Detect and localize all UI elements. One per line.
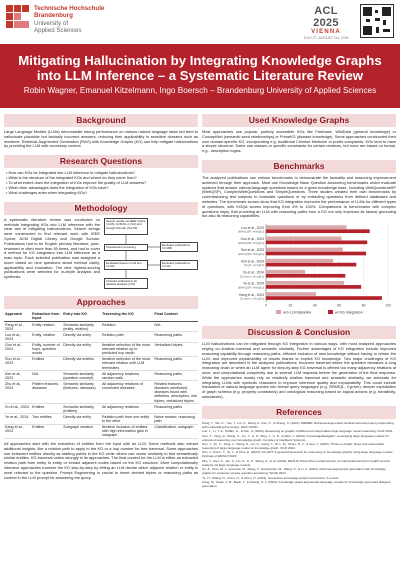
category-label: Guo et al., 2024 [240,237,264,242]
table-cell: Related features, diseases mentioned, diseases found with definition, description, info triples, verbalized triples [154,381,197,403]
table-cell: Zhu et al., 2024 [4,381,31,404]
conference-logo [300,5,352,39]
bar-kg [266,274,345,278]
references-list [202,422,396,489]
bar-kg [266,241,367,245]
table-row [4,404,198,414]
table-cell: Semantic similarity (entities) [62,404,101,414]
bar-baseline [266,292,316,296]
table-row [4,322,198,332]
poster-authors: Robin Wagner, Emanuel Kitzelmann, Ingo Boersch – Brandenburg University of Applied Sciences [23,86,377,95]
table-header-cell: Extraction from Input [31,312,62,322]
table-cell: Patient features, diseases [31,381,62,404]
category-label: Xu et al., 2024 [242,270,264,275]
research-question: • How can KGs be integrated into LLM inference to mitigate hallucinations? [6,171,198,176]
bar-baseline [266,270,305,274]
category-label: Sun et al., 2023 [240,248,264,253]
table-cell: Guo et al., 2024 [4,342,31,356]
table-cell: All adjacency relations, random walk [101,371,153,381]
bar-baseline [266,237,342,241]
table-cell: Reasoning paths [153,404,198,414]
category-label: Ye et al., 2024 [243,281,264,286]
category-label: [Custom, Acc@1] [240,274,264,279]
x-tick-label: 0 [265,303,267,308]
table-cell: Entity, relation [31,332,62,342]
table-cell: All adjacency relations [101,404,153,414]
table-cell: Entities [31,356,62,370]
bar-kg [266,296,382,300]
table-cell: Two entities [31,414,62,424]
table-cell: Verbalized triples [153,342,198,356]
poster-header [0,0,400,44]
poster-title-line2: into LLM Inference – a Systematic Literature Review [36,68,364,83]
left-column [4,108,198,480]
bar-baseline [266,248,343,252]
table-cell: Semantic similarity (features, diseases) [62,381,101,404]
flow-box-excluded: Excluded publications (n=108) [160,242,198,252]
conference-city: VIENNA [311,29,341,35]
table-row [4,414,198,424]
reference-item: Ye, H., Zhang, N., Chen, H., & Chen, H. (2024). Generative knowledge graph construction: A review. [202,475,339,480]
benchmarks-heading: Benchmarks [202,160,396,173]
flow-box-full-text: Evaluated based on full text (n=23) [104,260,148,270]
table-cell: Directly via entity [62,414,101,424]
reference-item: Sun, J., Xu, C., Tang, L., Wang, S., Lin, C., Gong, Y., Ni, L. M., Shum, H.-Y., & Guo, J. (2023). Think-on-Graph: Deep and responsible reasoning of large language model on knowledge graph. ICLR 2024. [202,442,385,450]
bar-kg [266,263,356,267]
category-label: [WebQSP, Hits@1] [237,252,264,257]
table-cell: Kang et al., 2024 [4,424,31,438]
category-label: Kim et al., 2024 [241,259,264,264]
references-heading: References [202,406,396,419]
table-cell: Directly via entity [62,332,101,342]
table-row [4,342,198,356]
category-label: Kang et al., 2024 [239,292,264,297]
table-header-cell: Approach [4,312,31,322]
table-cell: Entity relation [31,322,62,332]
table-cell: Relation [101,322,153,332]
reference-item: Kang, M., Kwak, J. M., Baek, J., & Hwang, S. J. (2024). Knowledge graph-augmented language models for knowledge-grounded dialogue generation. [202,480,391,489]
methodology-text: A systematic literature review was conducted on methods integrating KGs into LLM inference with the clear aim of mitigating hallucinations. Search strings were constructed to find relevant work with IEEE Xplore, ACM Digital Library and Google Scholar. Publications had to be English primary literature, peer-reviewed or cited more than 50 times, and had to cover a method for KG integration into LLM inference as a main topic. Each selected publication was assigned a score based on nine questions about method clarity, applicability and evaluation. The nine highest-scoring publications were selected for in-depth analysis and synthesis. [4,216,100,280]
table-cell: Xu et al., 2024 [4,404,31,414]
background-text: Large Language Models (LLMs) demonstrate strong performance on various natural language tasks but tend to hallucinate plausible but factually incorrect answers, reducing their applicability in sensitive domains such as medicine. Retrieval-Augmented Generation (RAG) with Knowledge Graphs (KG) can help mitigate hallucinations by providing the LLM with necessary context. [4,129,198,149]
reference-item: Guo, T., Yang, Q., Wang, C., Liu, Y., Li, P., Tang, J., Li, D., & Wen, Y. (2024). KnowledgeNavigator: Leveraging large language models for enhanced reasoning over knowledge graph. Complex & Intelligent Systems. [202,433,389,442]
table-cell: N/A [153,322,198,332]
qr-code-icon[interactable] [360,4,394,38]
table-cell: Relation path from one entity to the other [101,414,153,424]
table-cell: Reasoning paths [153,356,198,370]
table-header-cell: Final Context [153,312,198,322]
research-question: • What is the structure of the integrated KGs and where do they come from? [6,176,198,181]
table-cell: Reasoning paths [153,332,198,342]
table-cell: Semantic similarity (entity, relation) [62,322,101,332]
x-tick-label: 40 [312,303,317,308]
used-kgs-heading: Used Knowledge Graphs [202,114,396,127]
conference-name: ACL 2025 [313,5,339,29]
used-kgs-text: Most approaches use popular, publicly accessible KGs like Freebase, WikiData (general knowledge) or ConceptNet (semantic word relationships) or PrimeKG (disease knowledge). Some approaches constructed their own domain-specific KG, incorporating e.g. traditional Chinese Medicine or public complaints. KGs tend to have a simple structure. Some use classes or specific constraints for certain relations, but none are based on formal, e.g., description logics. [202,129,396,154]
table-cell: Entities [31,404,62,414]
table-header-cell: Traversing the KG [101,312,153,322]
bar-baseline [266,259,333,263]
x-tick-label: 20 [288,303,293,308]
reference-item: Pang, T., Tan, K., Yao, Y., Liu, X., Meng, F., Fan, C., & Zhang, X. (2024). REMED: Retrieval-augmented medical document query responding with embedding fine-tuning. 2024 IJCNN. [202,420,394,429]
category-label: Luo et al., 2023 [241,226,264,231]
table-cell: Iterative selection of the most relevant relation up to predicted hop depth [101,342,153,356]
table-row [4,356,198,370]
title-bar [0,44,400,108]
poster-title-line1: Mitigating Hallucination by Integrating Knowledge Graphs [18,53,382,68]
methodology-section [4,218,198,290]
benchmarks-text: The analyzed publications use various benchmarks to demonstrate the factuality and reasoning improvement achieved through their approach. Most use Knowledge Base Question Answering benchmarks which evaluate systems that answer natural-language questions based on a given knowledge base, including WebQuestionsSP (WebQSP), ComplexWebQuestions and SimpleQuestions. Three studies created their own benchmarks by commissioning test subjects to formulate questions or by extracting questions from defined databases and websites. The benchmark scores show that KG integration improves the performance of LLMs for different types of questions, with KGQA scores improving from 4% to 130%. Comparisons to benchmarks with complex questions imply, that providing an LLM with reasoning paths from a KG not only improves its factual grounding but also its reasoning capabilities. [202,174,396,219]
flow-box-screening: Title/abstract screening [104,244,148,251]
x-tick-label: 60 [337,303,342,308]
flow-box-included: Included publications for detailed analysis (n=9) [104,278,148,289]
university-name-line2: Brandenburg [34,12,73,20]
bar-kg [266,252,366,256]
table-cell: Semantic similarity (question concept) [62,371,101,381]
university-name-line4: Applied Sciences [34,27,82,35]
table-cell: Sun et al., 2023 [4,356,31,370]
category-label: [WebQSP, Hits@1] [237,285,264,290]
table-cell: Directly via entity [62,342,101,356]
table-cell: Entities [31,424,62,438]
discussion-text: LLM hallucinations can be mitigated through KG integration in various ways, with most analyzed approaches relying on shallow traversal and semantic similarity. Further advantages of KG integration include improved reasoning capability through reasoning paths, efficient inclusion of new knowledge without having to retrain the LLM, and improved explainability of results thanks to explicit KG knowledge. Two major challenges of KG integration are described in the analyzed publications: Incorrect traversal where the question demands a long reasoning chain or when an LLM agent for step-by-step KG traversal is offered too many adjacency relations at once, and computational complexity due to several LLM requests before the generation of the final response. While the approaches mostly rely on relatively shallow traversal and semantic similarity, we advocate for integrating LLMs with symbolic reasoners to improve inference quality and explainability. This could include translation of natural language queries into formal query languages (e.g. SPARQL, Cypher), deeper exploitation of graph schema (e.g. property constraints) and ontological reasoning based on logical axioms (e.g. transitivity, subclasses). [202,341,396,399]
flow-box-excluded-full-text: Excluded publications (n=10) [160,260,198,270]
table-cell: Iterative selection of the most relevant relation until LLM terminates [101,356,153,370]
approaches-heading: Approaches [4,296,198,309]
table-cell: Luo et al., 2023 [4,332,31,342]
reference-item: Xu, Z., Cruz, M. J., Guevara, M., Wang, T., Deshpande, M., Wang, X., & Li, Z. (2024). Retrieval-augmented generation with knowledge graphs for customer service question answering. SIGIR 2024. [202,467,386,476]
table-cell: Pang et al., 2024 [4,322,31,332]
table-row [4,381,198,404]
approaches-table [4,312,198,439]
reference-item: Zhu, Y., Ren, C., Xie, S., Liu, S., Ji, H., Wang, Z., et al. (2024). REALM: RAG-driven enhancement of multimodal electronic health records analysis via large language models. [202,458,390,467]
x-tick-label: 100 [385,303,391,308]
university-logo [6,5,126,39]
approaches-table-body [4,322,198,439]
research-question: • What challenges arise when integrating KGs? [6,191,198,196]
table-row [4,424,198,438]
approaches-summary-text: All approaches start with the extraction of entities from the input with an LLM. Some methods also extract additional insights, like a relation path to apply to the KG or a hop number for tree traversal. Some approaches use extracted entities directly as starting points in the KG while others use vector similarity to find semantically similar entities. KG traversal varies strongly in its approaches. The final context for the LLM is either an extracted relation path from entity to entity or extract adjacent nodes based on the KG structure. More computationally intensive approaches traverse the KG step-by-step by letting an LLM decide which adjacent relation or entity is most relevant to the question. Prompt Engineering is crucial to insert derived triples or reasoning paths as context in the LLM prompt for answering the query. [4,441,198,480]
table-cell: Naive answer, reasoning path [153,414,198,424]
table-row [4,332,198,342]
table-cell: N/A [31,371,62,381]
legend-label: w/o LLM Baseline [283,310,312,315]
bar-kg [266,230,370,234]
reference-item: Luo, L., Li, Y.-F., Haffari, G., & Pan, S. (2023). Reasoning on graphs: Faithful and interpretable large language model reasoning. ICLR 2024. [202,429,394,434]
university-logo-mark-icon [6,5,30,33]
bar-baseline [266,225,347,229]
table-cell: Reasoning paths [153,371,198,381]
university-name [34,5,104,35]
university-name-line1: Technische Hochschule [34,5,105,12]
table-cell: Relation path [101,332,153,342]
research-question: • To what extent does the integration of KGs improve the quality of LLM answers? [6,181,198,186]
benchmark-chart [202,222,396,320]
table-row [4,371,198,381]
table-cell: Classification, subgraph [153,424,198,438]
table-cell: Iterative inclusion of entities with high information gain in subgraph [101,424,153,438]
discussion-heading: Discussion & Conclusion [202,326,396,339]
poster-title [0,53,400,83]
research-question: • What other advantages does the integration of KGs have? [6,186,198,191]
research-questions-list [4,171,198,196]
methodology-flowchart [104,218,198,290]
category-label: [WebQSP, Hits@1] [237,229,264,234]
bar-baseline [266,281,344,285]
table-cell: All adjacency relations of connected diseases [101,381,153,404]
table-cell: Kim et al., 2023 [4,371,31,381]
legend-label: w/ KG Integration [335,310,363,315]
legend-swatch [328,310,333,314]
reference-item: Kim, J., Kwon, Y., Jo, Y., & Choi, E. (2023). KG-GPT: A general framework for reasoning on knowledge graphs using large language models. Findings of EMNLP 2023. [202,450,394,459]
table-header-cell: Entry into KG [62,312,101,322]
x-tick-label: 80 [361,303,366,308]
bar-kg [266,285,361,289]
table-cell: Directly via entities [62,356,101,370]
category-label: [Custom, Acc@1] [240,296,264,301]
background-heading: Background [4,114,198,127]
table-cell: Subgraph creation [62,424,101,438]
right-column [202,108,396,490]
methodology-heading: Methodology [4,202,198,215]
university-name-line3: University of [34,19,69,27]
conference-dates: JULY 27–AUGUST 1st, 2025 [303,36,349,40]
table-header-row [4,312,198,322]
legend-swatch [276,310,281,314]
research-questions-heading: Research Questions [4,155,198,168]
table-cell: Ye et al., 2024 [4,414,31,424]
category-label: [WebQSP, Hits@1] [237,241,264,246]
benchmark-chart-svg [202,222,396,320]
category-label: [CQA, Acc@1] [244,263,264,268]
flow-box-search-results: Search results via IEEE Xplore (n=26), ACM DL (n=24) and Google Scholar (Top 50) [104,218,148,235]
table-cell: Entity, number of hops, question words [31,342,62,356]
